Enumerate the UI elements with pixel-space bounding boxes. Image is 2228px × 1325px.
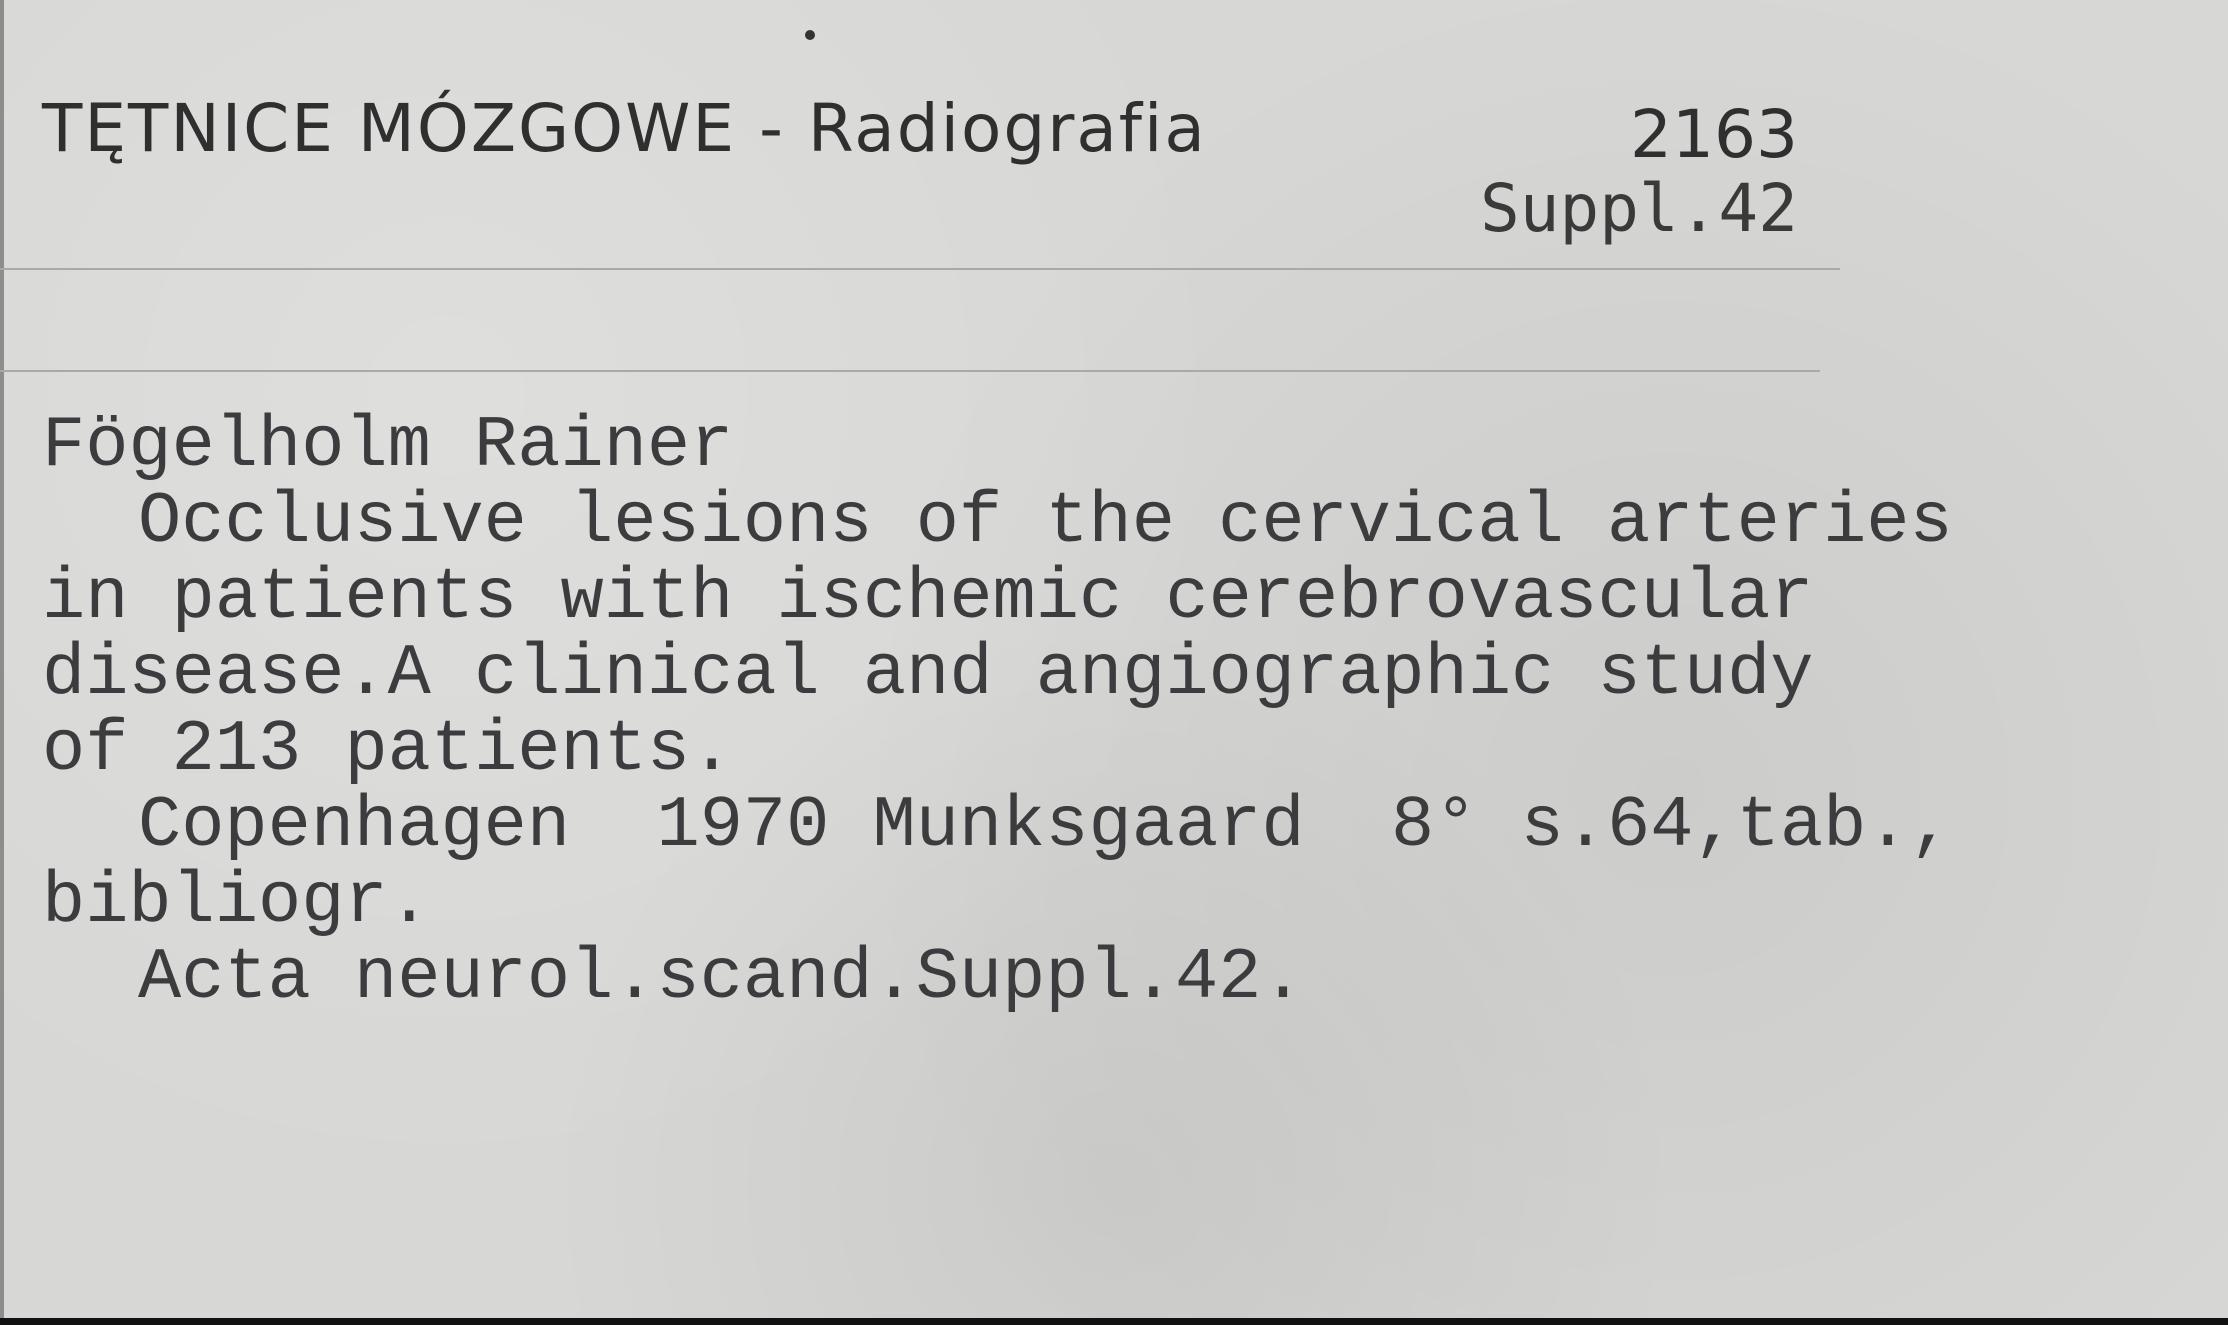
ink-dot — [805, 30, 815, 40]
title-line-3: disease.A clinical and angiographic study — [42, 633, 1814, 715]
card-left-edge — [0, 0, 4, 1318]
ruled-line-second — [0, 370, 1820, 372]
title-line-1: Occlusive lesions of the cervical arteries — [138, 481, 1953, 563]
imprint-continuation: bibliogr. — [42, 861, 431, 943]
supplement-number: Suppl.42 — [1480, 170, 1798, 247]
ruled-line-top — [0, 268, 1840, 270]
series-line: Acta neurol.scand.Suppl.42. — [138, 937, 1305, 1019]
title-line-2: in patients with ischemic cerebrovascular — [42, 557, 1814, 639]
author-line: Fögelholm Rainer — [42, 405, 734, 487]
card-bottom-edge — [0, 1318, 2228, 1325]
subject-heading: TĘTNICE MÓZGOWE - Radiografia — [42, 90, 1207, 167]
call-number: 2163 — [1630, 96, 1798, 173]
title-line-4: of 213 patients. — [42, 709, 734, 791]
imprint-line: Copenhagen 1970 Munksgaard 8° s.64,tab., — [138, 785, 1953, 867]
